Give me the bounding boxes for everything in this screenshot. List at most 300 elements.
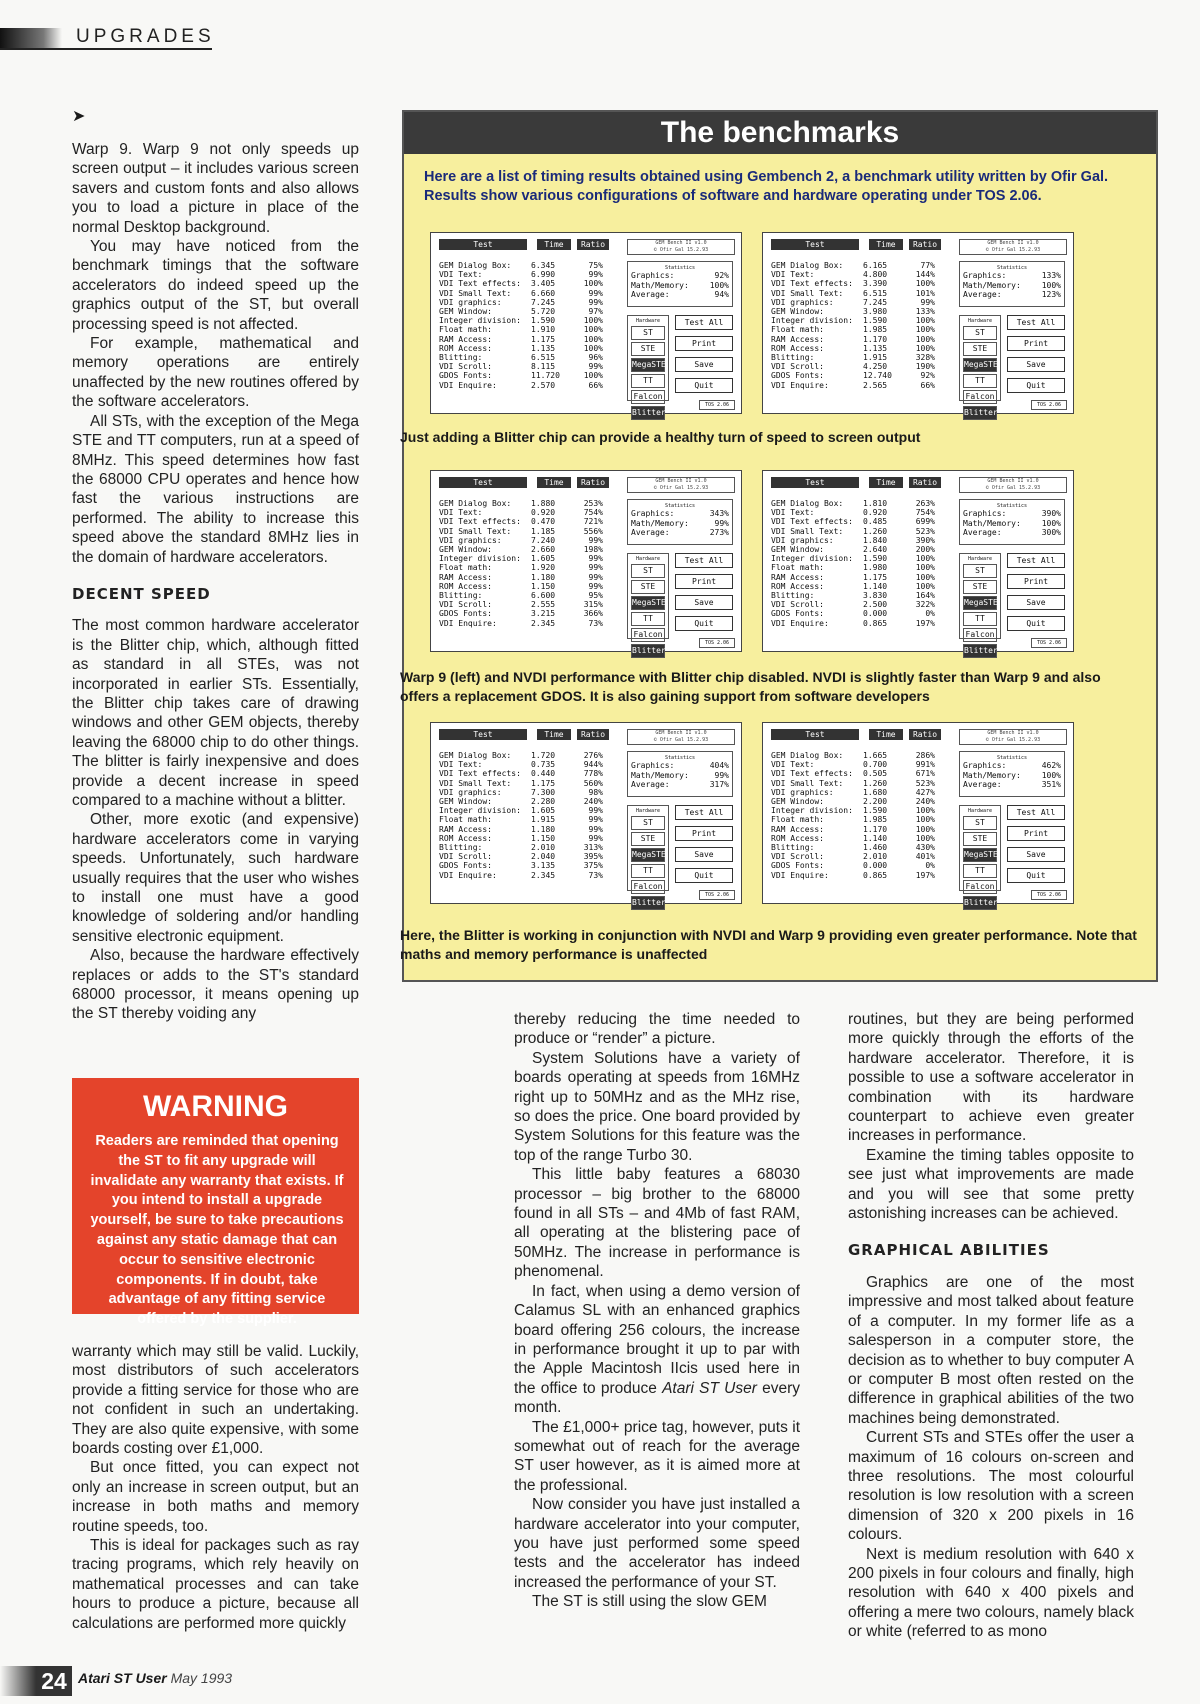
table-row <box>439 861 605 870</box>
hardware-option[interactable]: TT <box>631 374 665 388</box>
time-value: 1.985 <box>863 815 888 825</box>
table-row <box>439 619 605 628</box>
ratio-value: 96% <box>588 353 603 363</box>
paragraph: Current STs and STEs offer the user a maximum of 16 colours on-screen and three resolutions. The most colourful resolution is low resolution with a screen dimension of 320 x 200 pixels in 16 colours. <box>848 1429 1134 1544</box>
table-row <box>439 834 605 843</box>
ratio-value: 100% <box>915 815 935 825</box>
time-value: 0.000 <box>863 861 888 871</box>
time-value: 3.390 <box>863 279 888 289</box>
stat-value: 462% <box>1041 761 1061 770</box>
hardware-option[interactable]: ST <box>631 564 665 578</box>
table-row <box>439 545 605 554</box>
stat-label: Math/Memory: <box>631 770 689 780</box>
table-row <box>439 573 605 582</box>
time-value: 0.920 <box>863 508 888 518</box>
col-header-test: Test <box>439 477 527 488</box>
hardware-option[interactable]: TT <box>963 864 997 878</box>
subheading-decent-speed: DECENT SPEED <box>72 584 211 603</box>
stat-value: 273% <box>709 528 729 537</box>
time-value: 6.345 <box>531 261 556 270</box>
time-value: 2.200 <box>863 797 888 807</box>
save-button[interactable]: Save <box>1007 847 1065 862</box>
gembench-name: GEM Bench II v1.0 <box>987 478 1039 484</box>
benchmark-screenshot <box>430 232 742 417</box>
time-value: 6.600 <box>531 591 556 601</box>
hardware-option[interactable]: ST <box>963 326 997 340</box>
gembench-copyright: © Ofir Gal 15.2.93 <box>985 247 1041 253</box>
table-row <box>771 325 937 334</box>
test-name: VDI Scroll: <box>771 362 824 372</box>
table-row <box>439 788 605 797</box>
hardware-option[interactable]: MegaSTE <box>963 848 997 862</box>
stat-value: 300% <box>1041 528 1061 537</box>
test-all-button[interactable]: Test All <box>1007 805 1065 820</box>
stat-row <box>631 290 729 300</box>
stat-row <box>631 528 729 538</box>
table-row <box>771 261 937 270</box>
time-value: 1.590 <box>863 806 888 816</box>
stat-label: Graphics: <box>963 761 1007 770</box>
test-name: VDI Text effects: <box>771 279 853 289</box>
blitter-toggle[interactable]: Blitter <box>963 644 997 658</box>
hardware-option[interactable]: ST <box>963 564 997 578</box>
ratio-value: 944% <box>583 760 603 770</box>
ratio-value: 198% <box>583 545 603 555</box>
column-1-bottom <box>72 1342 359 1633</box>
print-button[interactable]: Print <box>675 336 733 351</box>
print-button[interactable]: Print <box>675 826 733 841</box>
table-row <box>771 834 937 843</box>
save-button[interactable]: Save <box>1007 595 1065 610</box>
hardware-option[interactable]: Falcon <box>631 880 665 894</box>
test-all-button[interactable]: Test All <box>675 315 733 330</box>
hardware-option[interactable]: STE <box>963 342 997 356</box>
table-row <box>771 381 937 390</box>
ratio-value: 991% <box>915 760 935 770</box>
stat-row <box>963 509 1061 519</box>
tos-version: TOS 2.06 <box>1031 638 1067 648</box>
table-row <box>439 554 605 563</box>
print-button[interactable]: Print <box>1007 336 1065 351</box>
time-value: 1.140 <box>863 833 888 843</box>
paragraph: The most common hardware accelerator is the Blitter chip, which, although fitted as standard in all STEs, was not incorporated in earlier STs. Essentially, the Blitter chip takes care of drawing windows and other GEM objects, thereby leaving the 68000 chip to do other things. The blitter is fairly inexpensive and does provide a decent increase in speed compared to a machine without a blitter. <box>72 617 359 809</box>
time-value: 5.720 <box>531 307 556 317</box>
table-row <box>439 871 605 880</box>
test-name: VDI Enquire: <box>439 380 497 390</box>
paragraph: Warp 9. Warp 9 not only speeds up screen output – it includes various screen savers and custom fonts and also allows you to load a picture in place of the normal Desktop background. <box>72 141 359 236</box>
time-value: 1.915 <box>531 815 556 825</box>
time-value: 0.440 <box>531 769 556 779</box>
benchmark-screenshot <box>430 722 742 907</box>
gembench-name: GEM Bench II v1.0 <box>987 730 1039 736</box>
time-value: 6.990 <box>531 270 556 280</box>
table-row <box>439 371 605 380</box>
hardware-selector <box>959 315 1001 417</box>
ratio-value: 164% <box>915 591 935 601</box>
ratio-value: 523% <box>915 526 935 536</box>
hardware-option[interactable]: TT <box>963 612 997 626</box>
ratio-value: 395% <box>583 852 603 862</box>
quit-button[interactable]: Quit <box>1007 616 1065 631</box>
table-row <box>439 307 605 316</box>
test-name: RAM Access: <box>771 334 824 344</box>
table-row <box>771 362 937 371</box>
hardware-option[interactable]: STE <box>963 832 997 846</box>
hardware-option[interactable]: STE <box>631 832 665 846</box>
time-value: 6.515 <box>531 353 556 363</box>
ratio-value: 286% <box>915 751 935 760</box>
benchmark-table <box>439 261 605 390</box>
print-button[interactable]: Print <box>1007 574 1065 589</box>
gembench-copyright: © Ofir Gal 15.2.93 <box>985 485 1041 491</box>
hardware-option[interactable]: STE <box>963 580 997 594</box>
stat-row <box>631 761 729 771</box>
hardware-label: Hardware <box>635 318 661 324</box>
test-all-button[interactable]: Test All <box>675 553 733 568</box>
stat-row <box>631 771 729 781</box>
table-row <box>439 325 605 334</box>
test-name: Float math: <box>439 563 492 573</box>
table-row <box>771 517 937 526</box>
paragraph: All STs, with the exception of the Mega STE and TT computers, run at a speed of 8MHz. This speed determines how fast the 68000 CPU operates and hence how fast the various instructions are performed. The ability to increase this speed above the standard 8MHz lies in the domain of hardware accelerators. <box>72 412 359 566</box>
save-button[interactable]: Save <box>675 595 733 610</box>
gembench-title <box>627 729 735 745</box>
paragraph: Other, more exotic (and expensive) hardware accelerators come in varying speeds. Unfortunately, such hardware usually requires that the user who wishes to install one must have a good knowledge of soldering and/or handling sensitive electronic equipment. <box>72 811 359 945</box>
action-buttons <box>675 315 733 399</box>
benchmarks-box <box>402 110 1158 982</box>
stat-label: Graphics: <box>631 509 675 518</box>
ratio-value: 100% <box>583 316 603 326</box>
table-row <box>439 499 605 508</box>
test-name: VDI Scroll: <box>771 852 824 862</box>
time-value: 1.175 <box>531 334 556 344</box>
table-row <box>439 353 605 362</box>
ratio-value: 100% <box>915 279 935 289</box>
test-name: VDI Text effects: <box>439 517 521 527</box>
time-value: 7.240 <box>531 535 556 545</box>
paragraph: warranty which may still be valid. Luckily, most distributors of such accelerators provide a fitting service for those who are not confident in such an undertaking. They are also quite expensive, with some boards costing over £1,000. <box>72 1343 359 1458</box>
time-value: 0.470 <box>531 517 556 527</box>
print-button[interactable]: Print <box>1007 826 1065 841</box>
hardware-option[interactable]: TT <box>631 864 665 878</box>
tos-version: TOS 2.06 <box>1031 890 1067 900</box>
statistics-label: Statistics <box>996 755 1028 761</box>
stat-row <box>963 290 1061 300</box>
gembench-copyright: © Ofir Gal 15.2.93 <box>985 737 1041 743</box>
test-all-button[interactable]: Test All <box>1007 553 1065 568</box>
hardware-option[interactable]: MegaSTE <box>963 596 997 610</box>
time-value: 1.920 <box>531 563 556 573</box>
test-name: GEM Dialog Box: <box>771 261 844 270</box>
time-value: 3.980 <box>863 307 888 317</box>
col-header-time: Time <box>869 729 903 740</box>
magazine-footer <box>78 1670 232 1686</box>
save-button[interactable]: Save <box>675 357 733 372</box>
time-value: 3.215 <box>531 609 556 619</box>
stat-value: 351% <box>1041 780 1061 789</box>
test-name: Float math: <box>439 325 492 335</box>
test-name: VDI Small Text: <box>439 288 512 298</box>
time-value: 1.980 <box>863 563 888 573</box>
hardware-option[interactable]: ST <box>631 816 665 830</box>
ratio-value: 99% <box>588 824 603 834</box>
hardware-label: Hardware <box>967 556 993 562</box>
hardware-label: Hardware <box>635 808 661 814</box>
time-value: 1.140 <box>863 581 888 591</box>
blitter-toggle[interactable]: Blitter <box>631 406 665 420</box>
col-header-ratio: Ratio <box>909 477 941 488</box>
time-value: 3.405 <box>531 279 556 289</box>
hardware-selector <box>627 553 669 655</box>
benchmarks-intro: Here are a list of timing results obtained using Gembench 2, a benchmark utility written by Ofir Gal. Results show various configurations of software and hardware operating under TOS 2.06. <box>424 169 1109 204</box>
ratio-value: 100% <box>583 343 603 353</box>
action-buttons <box>675 553 733 637</box>
caption-1: Just adding a Blitter chip can provide a healthy turn of speed to screen output <box>400 429 921 445</box>
ratio-value: 253% <box>583 499 603 508</box>
table-row <box>439 335 605 344</box>
caption-2: Warp 9 (left) and NVDI performance with Blitter chip disabled. NVDI is slightly faster than Warp 9 and also offers a replacement GDOS. It is also gaining support from software developers <box>400 669 1101 704</box>
ratio-value: 100% <box>915 581 935 591</box>
print-button[interactable]: Print <box>675 574 733 589</box>
test-name: GEM Dialog Box: <box>439 261 512 270</box>
ratio-value: 240% <box>583 797 603 807</box>
col-header-test: Test <box>439 729 527 740</box>
test-name: RAM Access: <box>439 572 492 582</box>
test-name: VDI Small Text: <box>439 526 512 536</box>
quit-button[interactable]: Quit <box>1007 868 1065 883</box>
time-value: 1.720 <box>531 751 556 760</box>
test-name: VDI graphics: <box>771 297 834 307</box>
test-name: RAM Access: <box>771 572 824 582</box>
ratio-value: 99% <box>588 554 603 564</box>
test-name: GEM Dialog Box: <box>439 499 512 508</box>
time-value: 2.010 <box>531 843 556 853</box>
hardware-option[interactable]: MegaSTE <box>963 358 997 372</box>
test-name: VDI graphics: <box>439 535 502 545</box>
test-name: VDI Text effects: <box>771 517 853 527</box>
stat-label: Math/Memory: <box>963 770 1021 780</box>
table-row <box>771 619 937 628</box>
ratio-value: 721% <box>583 517 603 527</box>
paragraph <box>514 1282 800 1418</box>
quit-button[interactable]: Quit <box>675 868 733 883</box>
stat-row <box>963 761 1061 771</box>
hardware-selector <box>959 553 1001 655</box>
ratio-value: 99% <box>588 806 603 816</box>
test-name: Float math: <box>439 815 492 825</box>
ratio-value: 240% <box>915 797 935 807</box>
stat-label: Average: <box>963 528 1002 537</box>
ratio-value: 197% <box>915 870 935 880</box>
time-value: 2.555 <box>531 600 556 610</box>
stat-value: 343% <box>709 509 729 518</box>
ratio-value: 375% <box>583 861 603 871</box>
ratio-value: 100% <box>915 833 935 843</box>
magazine-name: Atari ST User <box>78 1670 167 1686</box>
table-row <box>771 815 937 824</box>
stat-row <box>631 509 729 519</box>
benchmark-table <box>439 751 605 880</box>
test-name: VDI Scroll: <box>439 600 492 610</box>
test-name: VDI Text: <box>771 508 815 518</box>
table-row <box>771 335 937 344</box>
test-name: VDI Small Text: <box>439 778 512 788</box>
time-value: 1.170 <box>863 334 888 344</box>
hardware-option[interactable]: Falcon <box>963 390 997 404</box>
hardware-option[interactable]: MegaSTE <box>631 848 665 862</box>
benchmark-table <box>771 751 937 880</box>
hardware-option[interactable]: ST <box>963 816 997 830</box>
test-name: ROM Access: <box>439 833 492 843</box>
test-name: VDI Enquire: <box>771 380 829 390</box>
test-name: VDI graphics: <box>771 535 834 545</box>
table-row <box>771 797 937 806</box>
table-row <box>771 600 937 609</box>
paragraph: The ST is still using the slow GEM <box>532 1593 767 1611</box>
gembench-name: GEM Bench II v1.0 <box>655 240 707 246</box>
test-all-button[interactable]: Test All <box>1007 315 1065 330</box>
time-value: 0.865 <box>863 618 888 628</box>
ratio-value: 95% <box>588 591 603 601</box>
blitter-toggle[interactable]: Blitter <box>963 896 997 910</box>
gembench-title <box>959 239 1067 255</box>
tos-version: TOS 2.06 <box>699 400 735 410</box>
paragraph: routines, but they are being performed more quickly through the efforts of the hardware accelerator. Therefore, it is possible to use a software accelerator in combination with its hardware counterpart to achieve even greater increases in performance. <box>848 1011 1134 1145</box>
hardware-option[interactable]: TT <box>631 612 665 626</box>
hardware-option[interactable]: Falcon <box>631 390 665 404</box>
benchmark-screenshot <box>762 722 1074 907</box>
statistics-label: Statistics <box>664 265 696 271</box>
statistics-panel <box>959 261 1065 307</box>
stat-row <box>963 271 1061 281</box>
stat-label: Average: <box>631 290 670 299</box>
time-value: 1.170 <box>863 824 888 834</box>
hardware-selector <box>627 805 669 907</box>
statistics-label: Statistics <box>996 503 1028 509</box>
blitter-toggle[interactable]: Blitter <box>631 896 665 910</box>
warning-text: Readers are reminded that opening the ST to fit any upgrade will invalidate any warranty that exists. If you intend to install a upgrade yourself, be sure to take precautions against any static damage that can occur to sensitive electronic components. If in doubt, take advantage of any fitting service offered by the supplier. <box>90 1133 344 1328</box>
table-row <box>439 508 605 517</box>
benchmark-screenshot <box>762 232 1074 417</box>
col-header-test: Test <box>771 477 859 488</box>
test-name: VDI Text: <box>771 760 815 770</box>
time-value: 2.570 <box>531 380 556 390</box>
stat-value: 100% <box>709 280 729 290</box>
col-header-time: Time <box>537 239 571 250</box>
paragraph: For example, mathematical and memory operations are entirely unaffected by the new routines offered by the software accelerators. <box>72 335 359 411</box>
test-name: VDI graphics: <box>771 787 834 797</box>
ratio-value: 401% <box>915 852 935 862</box>
hardware-option[interactable]: MegaSTE <box>631 596 665 610</box>
time-value: 2.345 <box>531 618 556 628</box>
test-name: Integer division: <box>439 316 521 326</box>
stat-label: Graphics: <box>631 271 675 280</box>
test-all-button[interactable]: Test All <box>675 805 733 820</box>
col-header-test: Test <box>771 729 859 740</box>
stat-value: 317% <box>709 780 729 789</box>
hardware-option[interactable]: STE <box>631 342 665 356</box>
action-buttons <box>1007 805 1065 889</box>
ratio-value: 100% <box>915 572 935 582</box>
benchmark-screenshot <box>762 470 1074 655</box>
save-button[interactable]: Save <box>1007 357 1065 372</box>
table-row <box>439 517 605 526</box>
hardware-option[interactable]: Falcon <box>963 880 997 894</box>
quit-button[interactable]: Quit <box>675 616 733 631</box>
time-value: 2.640 <box>863 545 888 555</box>
quit-button[interactable]: Quit <box>1007 378 1065 393</box>
statistics-label: Statistics <box>664 755 696 761</box>
stat-value: 133% <box>1041 271 1061 280</box>
test-name: VDI Text effects: <box>439 769 521 779</box>
hardware-option[interactable]: Falcon <box>963 628 997 642</box>
time-value: 2.010 <box>863 852 888 862</box>
folio-gradient <box>0 1666 36 1696</box>
ratio-value: 73% <box>588 870 603 880</box>
test-name: VDI Scroll: <box>439 362 492 372</box>
save-button[interactable]: Save <box>675 847 733 862</box>
ratio-value: 560% <box>583 778 603 788</box>
paragraph: This little baby features a 68030 processor – big brother to the 68000 found in all STs – and 4Mb of fast RAM, all operating at the blistering pace of 50MHz. The increase in performance is phenomenal. <box>514 1166 800 1281</box>
blitter-toggle[interactable]: Blitter <box>631 644 665 658</box>
hardware-option[interactable]: STE <box>631 580 665 594</box>
stat-row <box>963 281 1061 291</box>
hardware-option[interactable]: ST <box>631 326 665 340</box>
test-name: Integer division: <box>771 554 853 564</box>
statistics-label: Statistics <box>996 265 1028 271</box>
section-label: UPGRADES <box>76 26 215 47</box>
test-name: VDI graphics: <box>439 297 502 307</box>
time-value: 2.345 <box>531 870 556 880</box>
blitter-toggle[interactable]: Blitter <box>963 406 997 420</box>
table-row <box>439 289 605 298</box>
test-name: Integer division: <box>771 316 853 326</box>
time-value: 6.165 <box>863 261 888 270</box>
time-value: 7.245 <box>863 297 888 307</box>
paragraph: Graphics are one of the most impressive and most talked about feature of a computer. In my former life as a salesperson in a computer store, the decision as to whether to buy computer A or computer B most often rested on the difference in graphical abilities of the two machines being demonstrated. <box>848 1273 1134 1427</box>
stat-row <box>963 528 1061 538</box>
table-row <box>771 499 937 508</box>
ratio-value: 0% <box>925 861 935 871</box>
quit-button[interactable]: Quit <box>675 378 733 393</box>
stat-value: 123% <box>1041 290 1061 299</box>
benchmark-screenshot <box>430 470 742 655</box>
hardware-option[interactable]: Falcon <box>631 628 665 642</box>
action-buttons <box>675 805 733 889</box>
table-row <box>771 806 937 815</box>
ratio-value: 190% <box>915 362 935 372</box>
table-row <box>439 381 605 390</box>
table-row <box>439 261 605 270</box>
ratio-value: 98% <box>588 787 603 797</box>
table-row <box>439 344 605 353</box>
ratio-value: 315% <box>583 600 603 610</box>
col-header-ratio: Ratio <box>577 239 609 250</box>
table-row <box>439 563 605 572</box>
hardware-option[interactable]: MegaSTE <box>631 358 665 372</box>
test-name: VDI Text: <box>439 508 483 518</box>
col-header-time: Time <box>537 729 571 740</box>
warning-box <box>72 1078 359 1328</box>
table-row <box>771 289 937 298</box>
ratio-value: 100% <box>583 325 603 335</box>
hardware-option[interactable]: TT <box>963 374 997 388</box>
test-name: GEM Window: <box>771 797 824 807</box>
ratio-value: 100% <box>583 334 603 344</box>
stat-value: 100% <box>1041 770 1061 780</box>
test-name: Blitting: <box>771 843 815 853</box>
table-row <box>771 779 937 788</box>
